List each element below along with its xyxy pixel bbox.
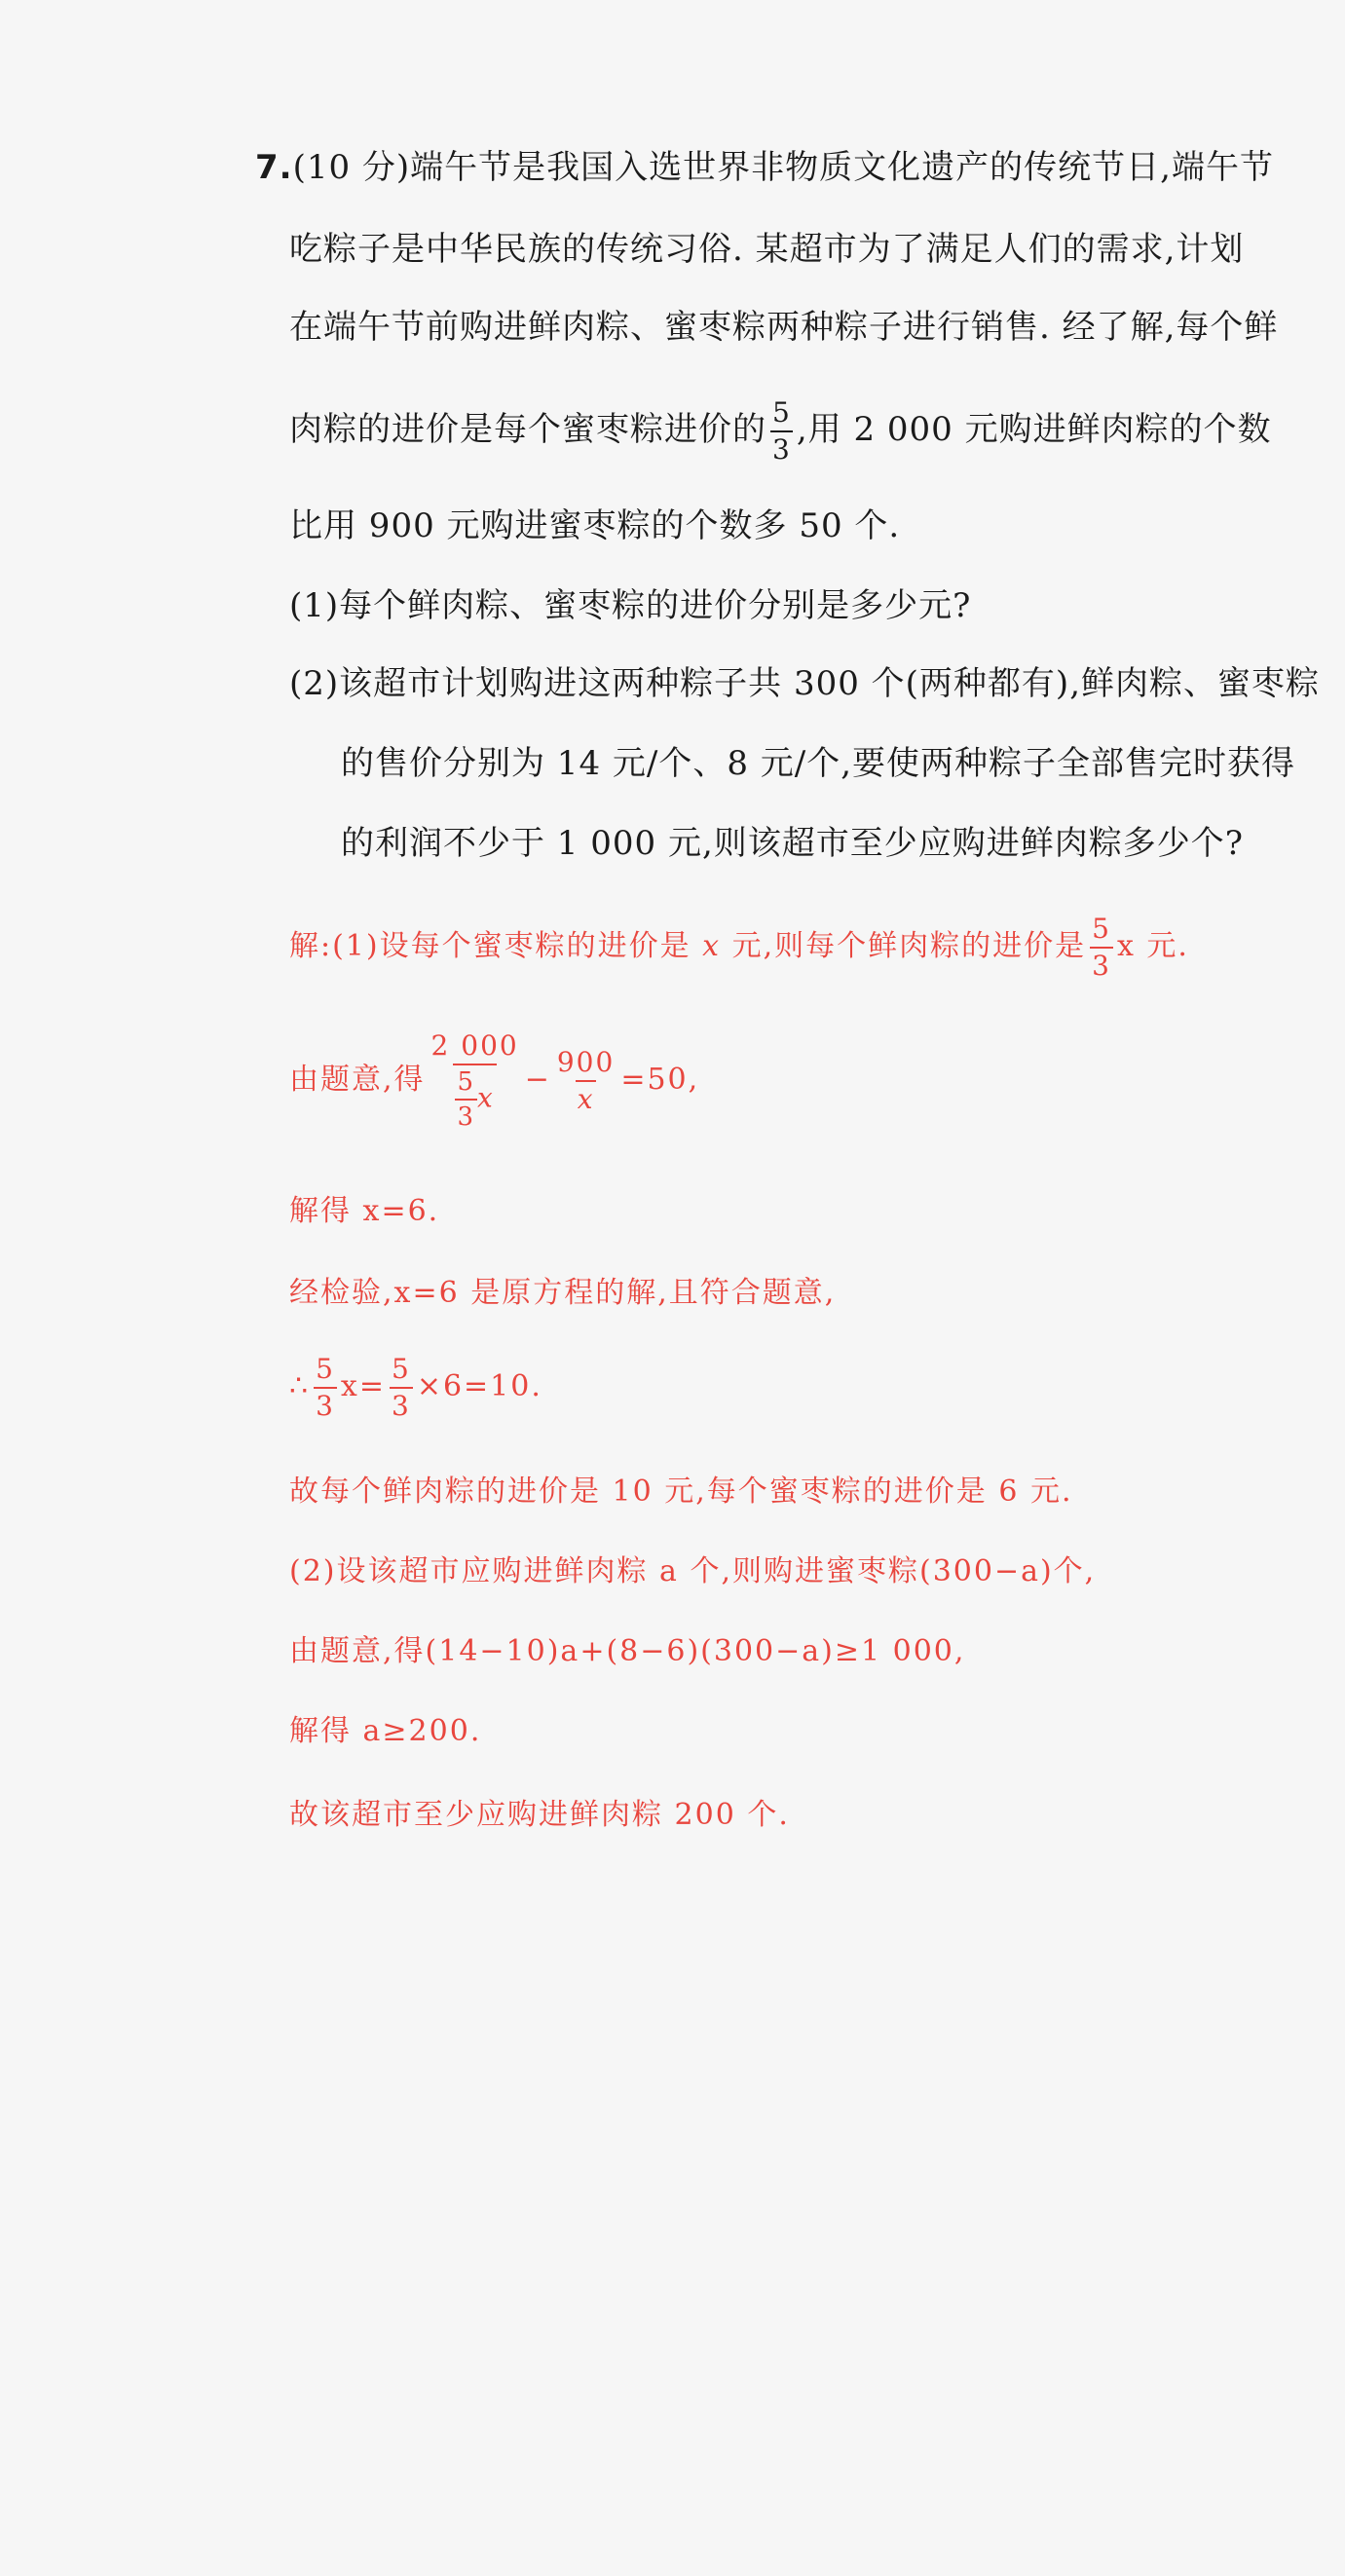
solution-line-6: 故每个鲜肉粽的进价是 10 元,每个蜜枣粽的进价是 6 元.	[289, 1475, 1073, 1509]
fraction-numerator: 5	[1092, 913, 1111, 945]
solution-line-1	[289, 915, 1189, 980]
solution-line-3: 解得 x=6.	[289, 1194, 440, 1228]
question-number: 7.	[255, 148, 293, 187]
solution-text: 解:(1)设每个蜜枣粽的进价是	[289, 929, 703, 963]
fraction	[1090, 915, 1113, 980]
solution-line-7: (2)设该超市应购进鲜肉粽 a 个,则购进蜜枣粽(300−a)个,	[289, 1554, 1097, 1588]
solution-line-10: 故该超市至少应购进鲜肉粽 200 个.	[289, 1798, 790, 1832]
question-part-2-line-1: (2)该超市计划购进这两种粽子共 300 个(两种都有),鲜肉粽、蜜枣粽	[289, 664, 1321, 703]
fraction	[430, 1029, 521, 1132]
operator: −	[524, 1063, 551, 1097]
fraction	[555, 1046, 616, 1115]
solution-text: ×6=10.	[416, 1369, 542, 1403]
solution-text: x=	[340, 1369, 386, 1403]
fraction-denominator: 3	[455, 1099, 477, 1130]
question-part-2-line-2: 的售价分别为 14 元/个、8 元/个,要使两种粽子全部售完时获得	[341, 744, 1296, 783]
question-line-5: 比用 900 元购进蜜枣粽的个数多 50 个.	[289, 506, 901, 545]
solution-line-5	[289, 1353, 542, 1422]
question-line-4	[289, 396, 1272, 466]
solution-text: =50,	[620, 1063, 700, 1097]
solution-text: 元,则每个鲜肉粽的进价是	[721, 929, 1087, 963]
question-text: 肉粽的进价是每个蜜枣粽进价的	[289, 410, 766, 449]
solution-line-4: 经检验,x=6 是原方程的解,且符合题意,	[289, 1276, 837, 1310]
solution-line-2	[289, 1029, 700, 1132]
fraction	[390, 1353, 413, 1422]
solution-line-8: 由题意,得(14−10)a+(8−6)(300−a)≥1 000,	[289, 1634, 966, 1668]
fraction	[770, 396, 793, 466]
variable: x	[477, 1081, 495, 1114]
question-text: (10 分)端午节是我国入选世界非物质文化遗产的传统节日,端午节	[292, 148, 1274, 187]
fraction-denominator: 3	[1090, 947, 1113, 980]
fraction-numerator: 2 000	[430, 1029, 519, 1062]
question-part-1: (1)每个鲜肉粽、蜜枣粽的进价分别是多少元?	[289, 586, 972, 625]
fraction-numerator: 5	[457, 1067, 475, 1097]
fraction-numerator: 5	[391, 1353, 411, 1385]
solution-line-9: 解得 a≥200.	[289, 1714, 482, 1748]
question-line-1	[255, 146, 1274, 189]
fraction-denominator: 3	[770, 430, 793, 464]
fraction	[314, 1353, 337, 1422]
solution-text: 由题意,得	[289, 1063, 426, 1097]
fraction-numerator: 900	[556, 1046, 616, 1078]
fraction-numerator: 5	[772, 396, 791, 429]
fraction-numerator: 5	[316, 1353, 335, 1385]
question-text: ,用 2 000 元购进鲜肉粽的个数	[796, 410, 1272, 449]
fraction-denominator	[453, 1064, 496, 1130]
question-part-2-line-3: 的利润不少于 1 000 元,则该超市至少应购进鲜肉粽多少个?	[341, 824, 1244, 863]
therefore-symbol: ∴	[289, 1369, 311, 1403]
question-line-2: 吃粽子是中华民族的传统习俗. 某超市为了满足人们的需求,计划	[289, 230, 1245, 269]
fraction-denominator: x	[576, 1080, 597, 1113]
fraction-denominator: 3	[390, 1387, 413, 1420]
fraction	[455, 1069, 477, 1130]
solution-text: x 元.	[1116, 929, 1189, 963]
question-line-3: 在端午节前购进鲜肉粽、蜜枣粽两种粽子进行销售. 经了解,每个鲜	[289, 308, 1279, 347]
fraction-denominator: 3	[314, 1387, 337, 1420]
variable: x	[702, 929, 722, 963]
